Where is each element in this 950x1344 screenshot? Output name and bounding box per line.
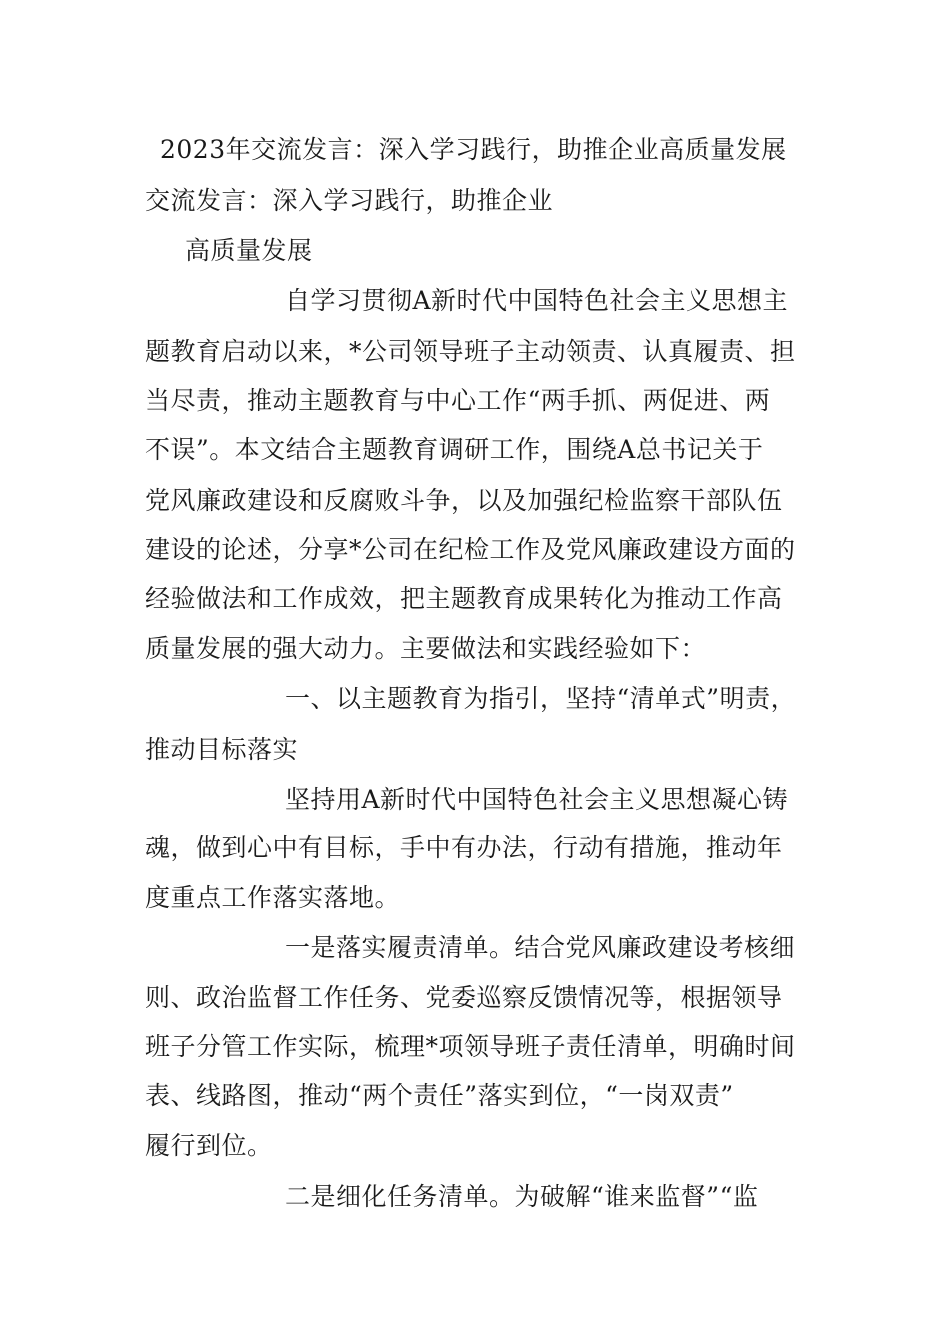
section-heading-1-line-2: 推动目标落实: [145, 735, 299, 764]
paragraph-1-line-2: 题教育启动以来，*公司领导班子主动领责、认真履责、担: [145, 337, 796, 366]
paragraph-4-line-2: 则、政治监督工作任务、党委巡察反馈情况等，根据领导: [145, 983, 783, 1012]
paragraph-1-line-7: 经验做法和工作成效，把主题教育成果转化为推动工作高: [145, 584, 783, 613]
paragraph-3-line-3: 度重点工作落实落地。: [145, 883, 401, 912]
paragraph-4-line-4: 表、线路图，推动“两个责任”落实到位，“一岗双责”: [145, 1081, 734, 1110]
paragraph-3-line-2: 魂，做到心中有目标，手中有办法，行动有措施，推动年: [145, 833, 783, 862]
paragraph-1-line-5: 党风廉政建设和反腐败斗争，以及加强纪检监察干部队伍: [145, 486, 783, 515]
document-title: 2023年交流发言：深入学习践行，助推企业高质量发展: [160, 135, 787, 164]
paragraph-4-line-1: 一是落实履责清单。结合党风廉政建设考核细: [285, 933, 796, 962]
paragraph-4-line-5: 履行到位。: [145, 1131, 273, 1160]
paragraph-1-line-1: 自学习贯彻A新时代中国特色社会主义思想主: [285, 286, 789, 315]
document-subtitle-line-1: 交流发言：深入学习践行，助推企业: [145, 186, 554, 215]
paragraph-1-line-6: 建设的论述，分享*公司在纪检工作及党风廉政建设方面的: [145, 535, 796, 564]
paragraph-1-line-8: 质量发展的强大动力。主要做法和实践经验如下：: [145, 634, 707, 663]
paragraph-5-line-1: 二是细化任务清单。为破解“谁来监督”“监: [285, 1182, 759, 1211]
section-heading-1-line-1: 一、以主题教育为指引，坚持“清单式”明责，: [285, 684, 797, 713]
paragraph-3-line-1: 坚持用A新时代中国特色社会主义思想凝心铸: [285, 785, 789, 814]
document-subtitle-line-2: 高质量发展: [185, 236, 313, 265]
paragraph-1-line-3: 当尽责，推动主题教育与中心工作“两手抓、两促进、两: [145, 386, 771, 415]
paragraph-1-line-4: 不误”。本文结合主题教育调研工作，围绕A总书记关于: [145, 435, 764, 464]
paragraph-4-line-3: 班子分管工作实际，梳理*项领导班子责任清单，明确时间: [145, 1032, 796, 1061]
